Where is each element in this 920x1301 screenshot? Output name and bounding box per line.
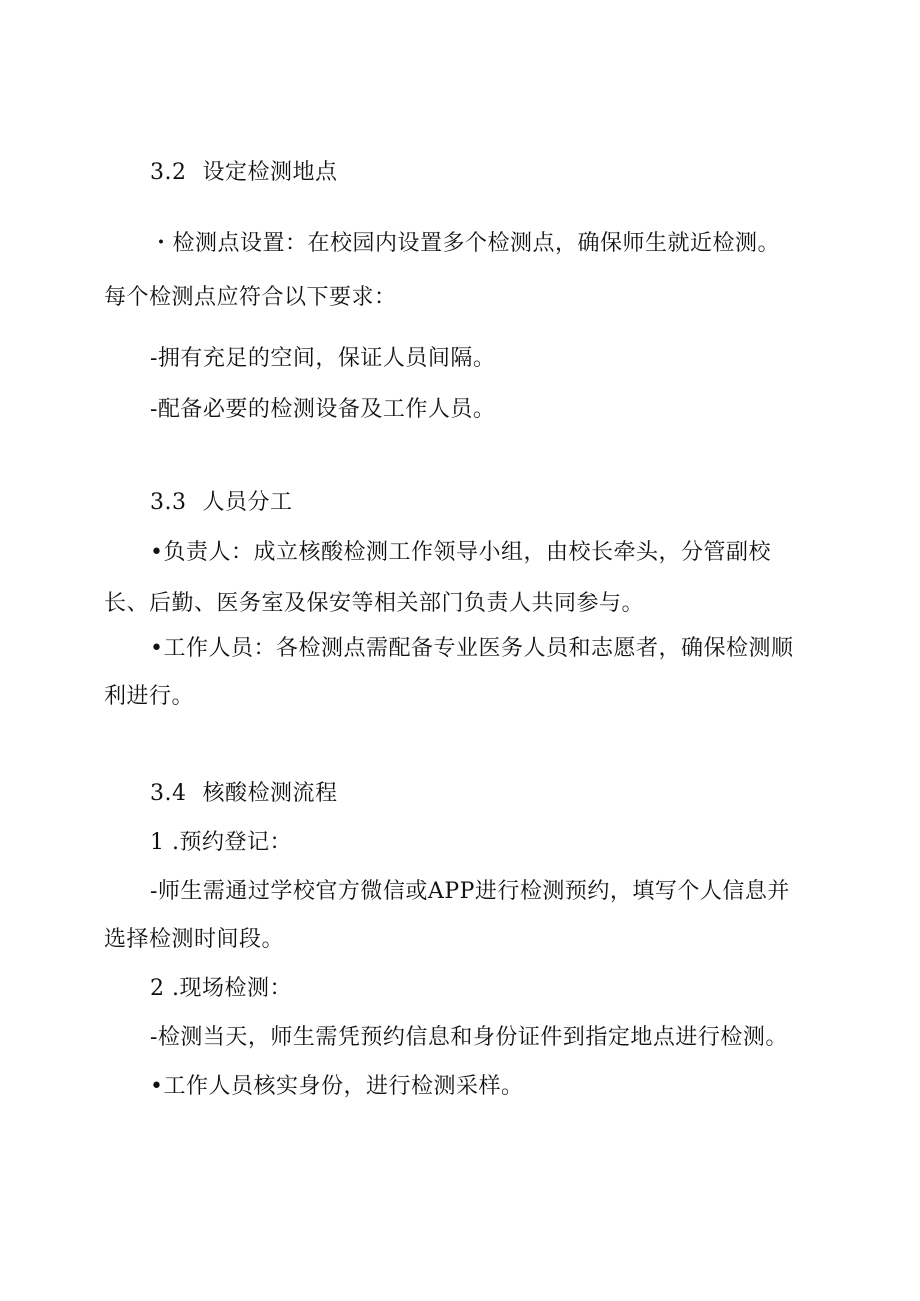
list-item: 1 .预约登记：: [150, 830, 292, 855]
list-item: 2 .现场检测：: [150, 976, 292, 1001]
paragraph-line: •工作人员核实身份，进行检测采样。: [150, 1074, 524, 1099]
section-heading-3-4: [150, 779, 338, 809]
section-title: 人员分工: [202, 490, 293, 515]
list-item: -配备必要的检测设备及工作人员。: [150, 397, 496, 422]
paragraph-line: 利进行。: [104, 684, 195, 709]
section-title: 设定检测地点: [202, 160, 338, 185]
paragraph-line: 选择检测时间段。: [104, 927, 285, 952]
section-title: 核酸检测流程: [202, 781, 338, 806]
paragraph-line: -师生需通过学校官方微信或APP进行检测预约，填写个人信息并: [150, 879, 790, 904]
list-item: -拥有充足的空间，保证人员间隔。: [150, 346, 496, 371]
paragraph-line: •负责人：成立核酸检测工作领导小组，由校长牵头，分管副校: [150, 540, 771, 565]
section-number: 3.2: [150, 160, 187, 185]
paragraph-line: ・检测点设置：在校园内设置多个检测点，确保师生就近检测。: [150, 231, 781, 256]
section-heading-3-3: [150, 488, 293, 518]
section-number: 3.4: [150, 781, 187, 806]
paragraph-line: 长、后勤、医务室及保安等相关部门负责人共同参与。: [104, 591, 645, 616]
section-heading-3-2: [150, 158, 338, 188]
paragraph-line: 每个检测点应符合以下要求：: [104, 285, 397, 310]
paragraph-line: -检测当天，师生需凭预约信息和身份证件到指定地点进行检测。: [150, 1025, 788, 1050]
section-number: 3.3: [150, 490, 187, 515]
paragraph-line: •工作人员：各检测点需配备专业医务人员和志愿者，确保检测顺: [150, 636, 794, 661]
